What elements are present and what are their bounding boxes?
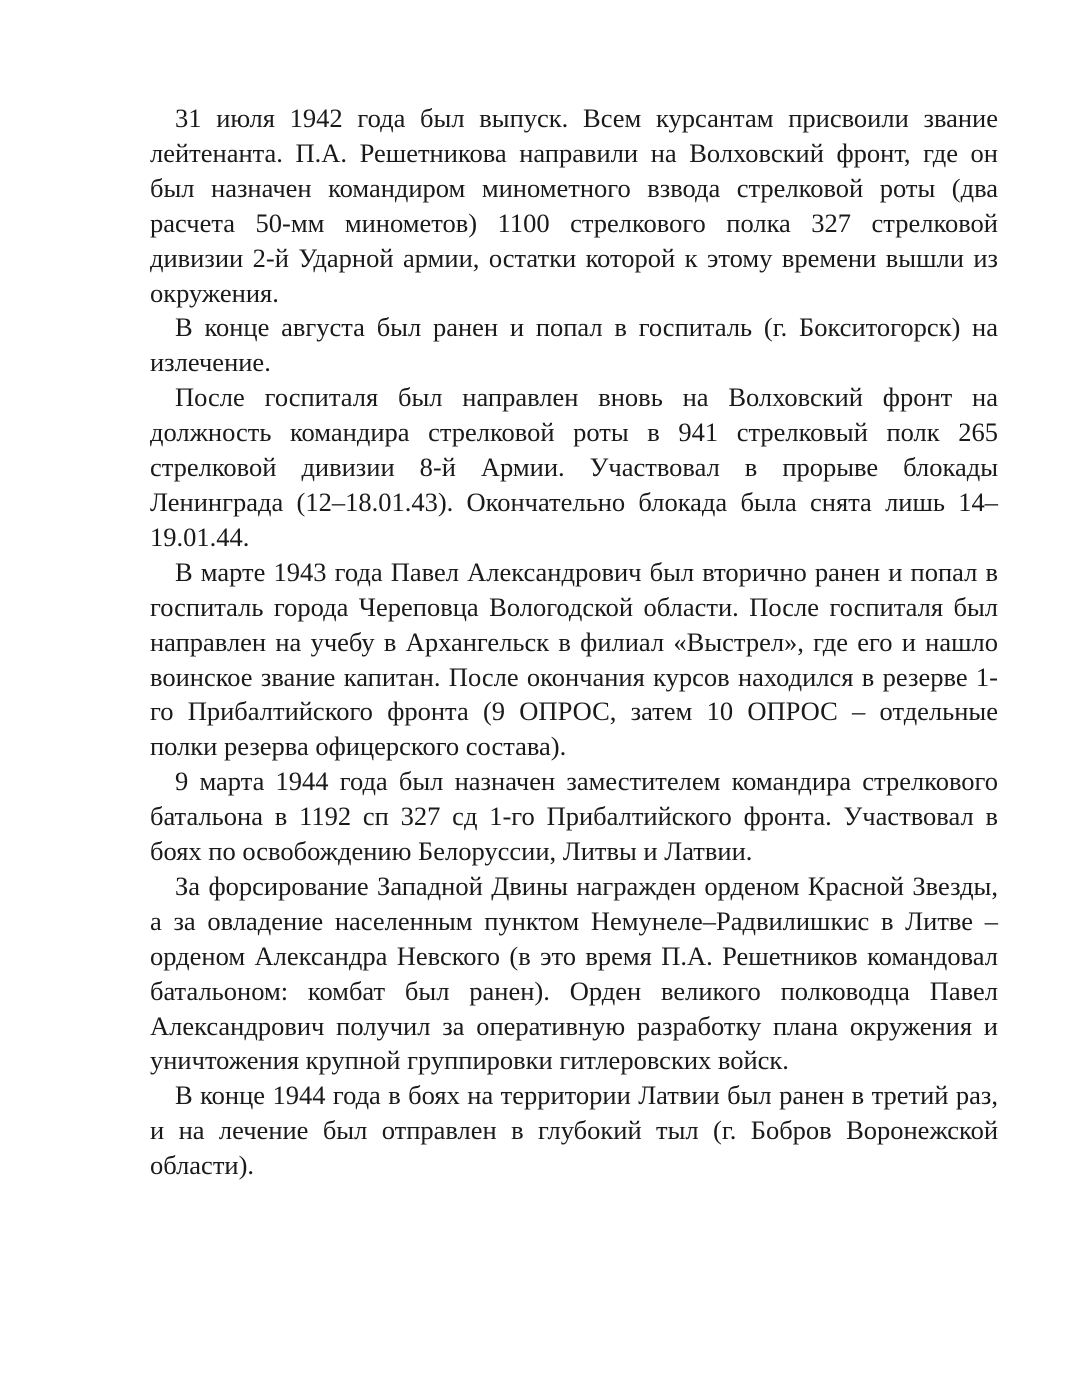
- document-page: [150, 101, 998, 1183]
- paragraph-awards: За форсирование Западной Двины награжден орденом Красной Звезды, а за овладение населенным пунктом Немунеле–Радвилишкис в Литве – орденом Александра Невского (в это время П.А. Решетников командовал батальоном: комбат был ранен). Орден великого полководца Павел Александрович получил за оперативную разработку плана окружения и уничтожения крупной группировки гитлеровских войск.: [150, 870, 998, 1076]
- paragraph-first-wound: В конце августа был ранен и попал в госпиталь (г. Бокситогорск) на излечение.: [150, 312, 998, 378]
- paragraph-deputy-commander: 9 марта 1944 года был назначен заместителем командира стрелкового батальона в 1192 сп 327 сд 1-го Прибалтийского фронта. Участвовал в боях по освобождению Белоруссии, Литвы и Латвии.: [150, 766, 998, 867]
- paragraph-leningrad-blockade: После госпиталя был направлен вновь на Волховский фронт на должность командира стрелковой роты в 941 стрелковый полк 265 стрелковой дивизии 8-й Армии. Участвовал в прорыве блокады Ленинграда (12–18.01.43). Окончательно блокада была снята лишь 14–19.01.44.: [150, 382, 998, 552]
- paragraph-second-wound: В марте 1943 года Павел Александрович был вторично ранен и попал в госпиталь города Череповца Вологодской области. После госпиталя был направлен на учебу в Архангельск в филиал «Выстрел», где его и нашло воинское звание капитан. После окончания курсов находился в резерве 1-го Прибалтийского фронта (9 ОПРОС, затем 10 ОПРОС – отдельные полки резерва офицерского состава).: [150, 556, 998, 762]
- paragraph-graduation: 31 июля 1942 года был выпуск. Всем курсантам присвоили звание лейтенанта. П.А. Решетникова направили на Волховский фронт, где он был назначен командиром минометного взвода стрелковой роты (два расчета 50-мм минометов) 1100 стрелкового полка 327 стрелковой дивизии 2-й Ударной армии, остатки которой к этому времени вышли из окружения.: [150, 103, 998, 308]
- paragraph-third-wound: В конце 1944 года в боях на территории Латвии был ранен в третий раз, и на лечение был отправлен в глубокий тыл (г. Бобров Воронежской области).: [150, 1080, 998, 1181]
